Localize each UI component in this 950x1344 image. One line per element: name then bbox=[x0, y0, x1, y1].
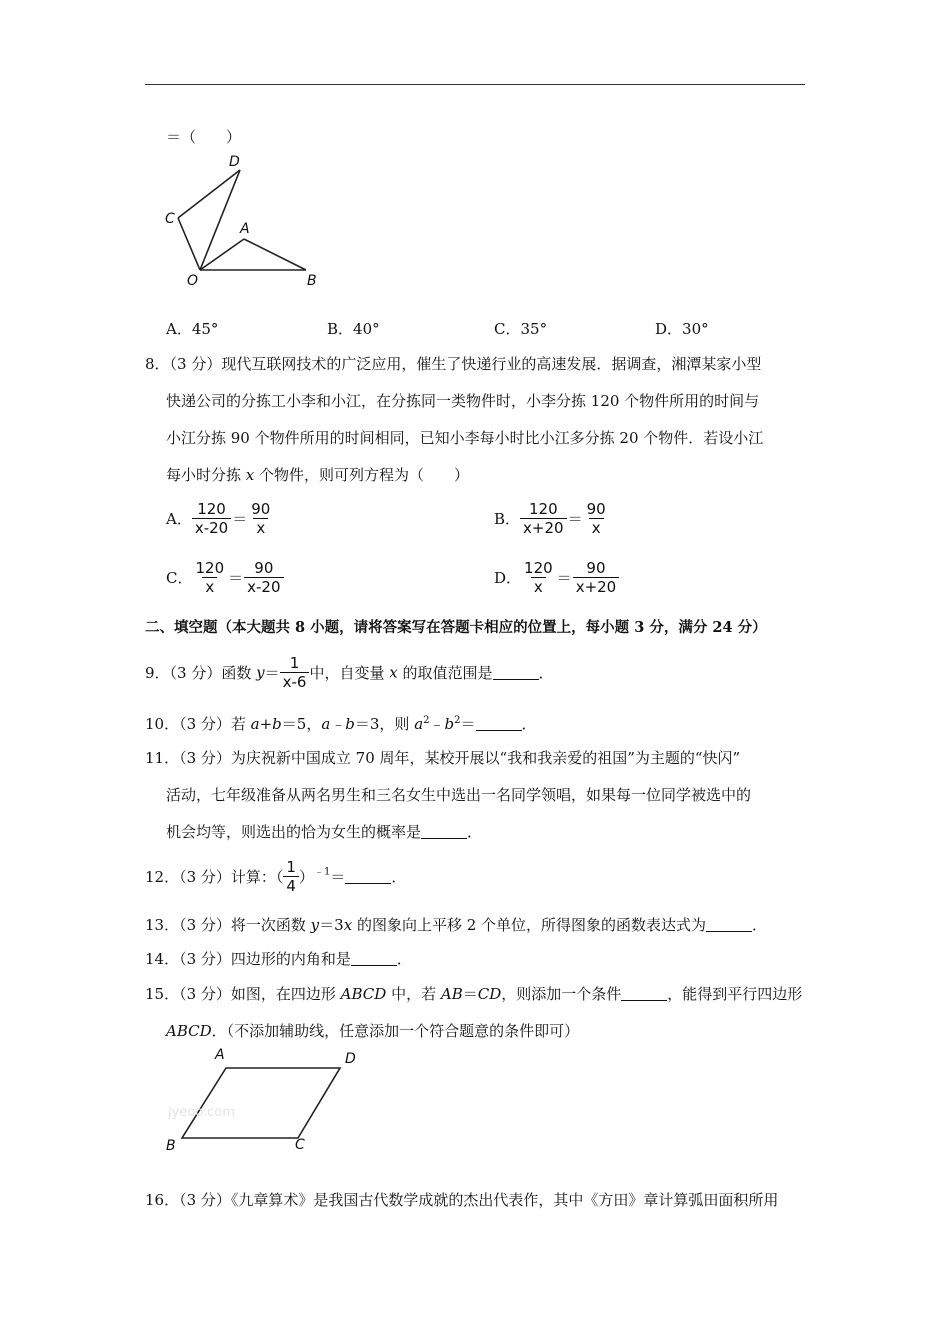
q9-line: 9．（3 分）函数 y＝ $\frac{1}{x-6}$ 中，自变量 x 的取值范围是 ． bbox=[145, 654, 554, 691]
q13-line: 13．（3 分）将一次函数 y＝3x 的图象向上平移 2 个单位，所得图象的函数表达式为 ． bbox=[145, 916, 768, 934]
q7-option-b: B．40° bbox=[327, 320, 380, 338]
q15-answer-blank bbox=[621, 986, 667, 1001]
q7-label-d: D bbox=[229, 154, 240, 170]
q11-line1: 11．（3 分）为庆祝新中国成立 70 周年，某校开展以“我和我亲爱的祖国”为主题的“快闪” bbox=[145, 749, 741, 767]
q9-answer-blank bbox=[493, 665, 539, 680]
q7-option-c: C．35° bbox=[494, 320, 548, 338]
q7-stem-tail: ＝（ ） bbox=[166, 128, 242, 146]
q16-line1: 16．（3 分）《九章算术》是我国古代数学成就的杰出代表作，其中《方田》章计算弧田面积所用 bbox=[145, 1191, 779, 1209]
q15-line1: 15．（3 分）如图，在四边形 ABCD 中，若 AB＝CD，则添加一个条件 ，能得到平行四边形 bbox=[145, 985, 803, 1003]
q8-line3: 小江分拣 90 个物件所用的时间相同，已知小李每小时比小江多分拣 20 个物件．若设小江 bbox=[166, 429, 764, 447]
q7-label-b: B bbox=[307, 273, 317, 289]
q15-parallelogram-figure bbox=[170, 1060, 355, 1145]
q7-option-a: A．45° bbox=[166, 320, 219, 338]
q7-label-a: A bbox=[240, 221, 250, 237]
q12-line: 12．（3 分）计算：（ $\frac{1}{4}$ ）$^{﹣1}$＝ ． bbox=[145, 858, 407, 895]
q8-line1: 8．（3 分）现代互联网技术的广泛应用，催生了快递行业的高速发展．据调查，湘潭某家小型 bbox=[145, 355, 762, 373]
q11-line2: 活动，七年级准备从两名男生和三名女生中选出一名同学领唱，如果每一位同学被选中的 bbox=[166, 786, 752, 804]
q13-answer-blank bbox=[706, 917, 752, 932]
q14-line: 14．（3 分）四边形的内角和是 ． bbox=[145, 950, 412, 968]
q8-line4: 每小时分拣 x 个物件，则可列方程为（ ） bbox=[166, 466, 470, 484]
q8-option-d: D． $\frac{120}{x}$ ＝ $\frac{90}{x+20}$ bbox=[494, 559, 619, 596]
q14-answer-blank bbox=[351, 951, 397, 966]
q15-label-b: B bbox=[166, 1138, 176, 1154]
q11-line3: 机会均等，则选出的恰为女生的概率是 ． bbox=[166, 823, 483, 841]
q15-label-d: D bbox=[345, 1051, 356, 1067]
q7-label-o: O bbox=[187, 273, 199, 289]
q15-label-a: A bbox=[215, 1047, 225, 1063]
segment-ab bbox=[244, 239, 306, 270]
segment-co bbox=[178, 218, 200, 270]
q8-option-b: B． $\frac{120}{x+20}$ ＝ $\frac{90}{x}$ bbox=[494, 500, 606, 537]
q11-answer-blank bbox=[421, 824, 467, 839]
q7-label-c: C bbox=[165, 211, 175, 227]
section2-title: 二、填空题（本大题共 8 小题，请将答案写在答题卡相应的位置上，每小题 3 分，满分 24 分） bbox=[145, 619, 767, 636]
q7-option-d: D．30° bbox=[655, 320, 709, 338]
q8-option-a: A． $\frac{120}{x-20}$ ＝ $\frac{90}{x}$ bbox=[166, 500, 271, 537]
q10-answer-blank bbox=[476, 716, 522, 731]
q8-option-c: C． $\frac{120}{x}$ ＝ $\frac{90}{x-20}$ bbox=[166, 559, 284, 596]
header-rule bbox=[145, 84, 805, 85]
q15-label-c: C bbox=[295, 1137, 305, 1153]
q10-line: 10．（3 分）若 a+b＝5，a﹣b＝3，则 $a^2﹣b^2=$ ． bbox=[145, 715, 537, 733]
q15-line2: ABCD．（不添加辅助线，任意添加一个符合题意的条件即可） bbox=[166, 1022, 580, 1040]
watermark: jyeoo.com bbox=[168, 1105, 235, 1120]
q8-line2: 快递公司的分拣工小李和小江，在分拣同一类物件时，小李分拣 120 个物件所用的时间与 bbox=[166, 392, 760, 410]
q12-answer-blank bbox=[345, 869, 391, 884]
parallelogram-abcd bbox=[182, 1068, 340, 1138]
